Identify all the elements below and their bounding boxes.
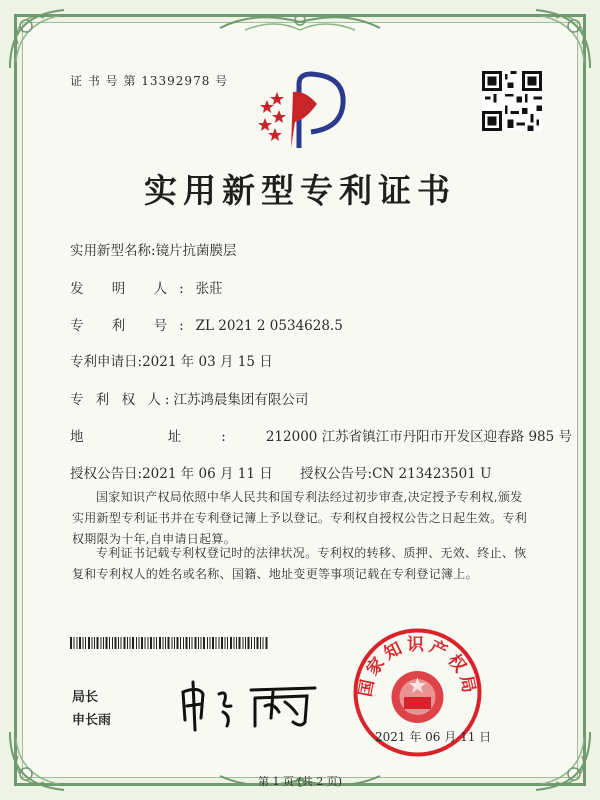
patentee-value: 江苏鸿晨集团有限公司 — [173, 392, 309, 408]
patentee-row — [70, 388, 308, 408]
seal-text: 国家知识产权局 — [355, 635, 480, 699]
top-ornament — [215, 8, 385, 38]
patent-no-value: ZL 2021 2 0534628.5 — [195, 318, 343, 334]
director-title: 局长 — [72, 690, 99, 705]
patent-no-label: 专 利 号: — [70, 318, 196, 334]
certificate-number: 证 书 号 第 13392978 号 — [70, 74, 229, 88]
inventor-row — [70, 277, 223, 297]
grant-no-row — [300, 462, 491, 482]
grant-date-row — [70, 462, 273, 482]
statement-paragraph-2: 专利证书记载专利权登记时的法律状况。专利权的转移、质押、无效、终止、恢复和专利权人的姓名或名称、国籍、地址变更等事项记载在专利登记簿上。 — [72, 546, 527, 581]
director-signature — [175, 672, 325, 732]
director-name: 申长雨 — [72, 713, 112, 728]
patent-office-logo — [255, 70, 350, 150]
patent-no-row — [70, 314, 343, 334]
model-name-label: 实用新型名称: — [70, 243, 156, 259]
address-value: 212000 江苏省镇江市丹阳市开发区迎春路 985 号 — [265, 429, 573, 445]
model-name-row — [70, 239, 237, 259]
qr-code — [482, 70, 542, 132]
seal-date: 2021 年 06 月 11 日 — [375, 730, 492, 744]
inventor-label: 发 明 人: — [70, 281, 196, 297]
certificate-title: 实用新型专利证书 — [144, 171, 456, 210]
address-row — [70, 425, 572, 445]
corner-ornament — [4, 4, 74, 74]
model-name-value: 镜片抗菌膜层 — [155, 243, 237, 259]
corner-ornament — [526, 4, 596, 74]
page-number: 第 1 页 (共 2 页) — [257, 775, 343, 788]
grant-date-value: 2021 年 06 月 11 日 — [142, 466, 273, 482]
grant-no-value: CN 213423501 U — [372, 466, 492, 482]
barcode — [70, 637, 270, 649]
filing-date-value: 2021 年 03 月 15 日 — [142, 354, 273, 370]
filing-date-label: 专利申请日: — [70, 354, 143, 370]
address-label: 地 址: — [70, 429, 266, 445]
statement-paragraph-1: 国家知识产权局依照中华人民共和国专利法经过初步审查,决定授予专利权,颁发实用新型专利证书并在专利登记簿上予以登记。专利权自授权公告之日起生效。专利权期限为十年,自申请日起算。 — [72, 490, 528, 546]
filing-date-row — [70, 350, 273, 370]
inventor-value: 张莊 — [195, 281, 223, 297]
grant-no-label: 授权公告号: — [300, 466, 373, 482]
patentee-label: 专 利 权 人: — [70, 392, 174, 408]
grant-date-label: 授权公告日: — [70, 466, 143, 482]
